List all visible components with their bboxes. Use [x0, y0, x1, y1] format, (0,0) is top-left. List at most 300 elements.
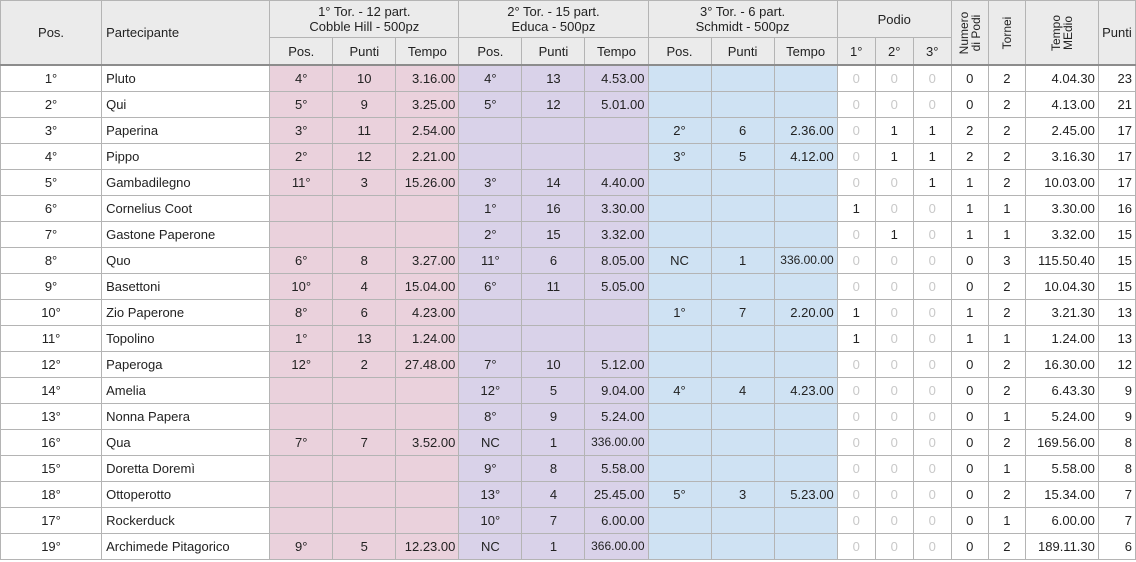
cell-t2-punti: [522, 300, 585, 326]
header-torneo-1-line2: Cobble Hill - 500pz: [309, 19, 420, 34]
cell-podio-1: 0: [837, 378, 875, 404]
cell-t2-tempo: 6.00.00: [585, 508, 648, 534]
cell-podio-2: 0: [875, 482, 913, 508]
cell-t2-pos: 6°: [459, 274, 522, 300]
cell-t3-punti: 7: [711, 300, 774, 326]
table-row: [1, 326, 1136, 352]
header-tempo-medio-line2: MEdio: [1060, 15, 1075, 50]
cell-podio-1: 0: [837, 118, 875, 144]
cell-t2-pos: 13°: [459, 482, 522, 508]
cell-podio-1: 0: [837, 508, 875, 534]
header-torneo-2-line1: 2° Tor. - 15 part.: [507, 4, 600, 19]
cell-t3-tempo: 336.00.00: [774, 248, 837, 274]
header-torneo-3: [648, 1, 837, 38]
table-row: [1, 65, 1136, 92]
cell-tempo-medio: 10.03.00: [1025, 170, 1098, 196]
cell-numero-podi: 1: [951, 222, 988, 248]
cell-punti: 8: [1098, 456, 1135, 482]
cell-tempo-medio: 5.24.00: [1025, 404, 1098, 430]
cell-t2-punti: 16: [522, 196, 585, 222]
cell-tempo-medio: 2.45.00: [1025, 118, 1098, 144]
header-torneo-3-line1: 3° Tor. - 6 part.: [700, 4, 786, 19]
cell-podio-3: 0: [913, 65, 951, 92]
cell-t1-tempo: 4.23.00: [396, 300, 459, 326]
cell-numero-podi: 0: [951, 482, 988, 508]
cell-partecipante: Nonna Papera: [102, 404, 270, 430]
cell-t2-tempo: 336.00.00: [585, 430, 648, 456]
cell-t3-punti: [711, 456, 774, 482]
cell-partecipante: Cornelius Coot: [102, 196, 270, 222]
cell-t2-tempo: 8.05.00: [585, 248, 648, 274]
cell-t1-tempo: 12.23.00: [396, 534, 459, 560]
cell-numero-podi: 0: [951, 430, 988, 456]
cell-pos: 9°: [1, 274, 102, 300]
cell-t3-tempo: [774, 456, 837, 482]
header-pos: Pos.: [1, 1, 102, 66]
header-podio-1: 1°: [837, 38, 875, 66]
cell-partecipante: Ottoperotto: [102, 482, 270, 508]
header-torneo-2: [459, 1, 648, 38]
header-torneo-1-line1: 1° Tor. - 12 part.: [318, 4, 411, 19]
cell-podio-1: 0: [837, 482, 875, 508]
cell-t2-punti: 11: [522, 274, 585, 300]
cell-numero-podi: 0: [951, 534, 988, 560]
cell-partecipante: Topolino: [102, 326, 270, 352]
cell-tempo-medio: 3.16.30: [1025, 144, 1098, 170]
cell-t1-punti: 7: [333, 430, 396, 456]
cell-numero-podi: 0: [951, 456, 988, 482]
table-row: [1, 300, 1136, 326]
cell-t2-pos: NC: [459, 534, 522, 560]
cell-t2-punti: 15: [522, 222, 585, 248]
cell-podio-3: 1: [913, 118, 951, 144]
cell-t3-punti: [711, 508, 774, 534]
cell-podio-3: 0: [913, 274, 951, 300]
cell-tempo-medio: 169.56.00: [1025, 430, 1098, 456]
cell-t3-punti: [711, 274, 774, 300]
cell-punti: 13: [1098, 300, 1135, 326]
cell-numero-podi: 2: [951, 144, 988, 170]
cell-pos: 10°: [1, 300, 102, 326]
cell-t2-pos: 11°: [459, 248, 522, 274]
cell-t2-pos: [459, 118, 522, 144]
header-t2-pos: Pos.: [459, 38, 522, 66]
cell-podio-1: 1: [837, 196, 875, 222]
table-row: [1, 92, 1136, 118]
cell-numero-podi: 2: [951, 118, 988, 144]
header-torneo-1: [270, 1, 459, 38]
cell-t3-pos: [648, 222, 711, 248]
cell-partecipante: Archimede Pitagorico: [102, 534, 270, 560]
cell-t1-pos: 11°: [270, 170, 333, 196]
table-row: [1, 170, 1136, 196]
table-row: [1, 378, 1136, 404]
cell-t2-pos: 7°: [459, 352, 522, 378]
cell-t2-tempo: 3.32.00: [585, 222, 648, 248]
cell-partecipante: Gastone Paperone: [102, 222, 270, 248]
cell-t3-tempo: [774, 222, 837, 248]
cell-t2-tempo: 4.53.00: [585, 65, 648, 92]
cell-tornei: 2: [988, 378, 1025, 404]
cell-partecipante: Basettoni: [102, 274, 270, 300]
cell-t3-punti: [711, 196, 774, 222]
cell-podio-3: 0: [913, 508, 951, 534]
cell-t2-tempo: [585, 144, 648, 170]
cell-t2-tempo: 25.45.00: [585, 482, 648, 508]
cell-t1-tempo: 27.48.00: [396, 352, 459, 378]
cell-pos: 8°: [1, 248, 102, 274]
cell-t1-punti: [333, 482, 396, 508]
cell-t2-pos: 10°: [459, 508, 522, 534]
header-podio: Podio: [837, 1, 951, 38]
cell-pos: 12°: [1, 352, 102, 378]
ranking-rows: [1, 65, 1136, 560]
cell-t3-pos: 1°: [648, 300, 711, 326]
cell-podio-3: 0: [913, 92, 951, 118]
header-numero-podi: [951, 1, 988, 66]
cell-t2-pos: [459, 144, 522, 170]
header-tornei-label: Tornei: [999, 16, 1014, 49]
cell-t1-punti: 5: [333, 534, 396, 560]
cell-t3-pos: [648, 456, 711, 482]
cell-t1-tempo: [396, 196, 459, 222]
cell-tornei: 1: [988, 326, 1025, 352]
cell-podio-2: 0: [875, 274, 913, 300]
cell-t1-pos: [270, 222, 333, 248]
cell-punti: 7: [1098, 482, 1135, 508]
cell-podio-1: 0: [837, 92, 875, 118]
cell-podio-3: 0: [913, 222, 951, 248]
cell-t3-tempo: [774, 274, 837, 300]
table-row: [1, 430, 1136, 456]
header-t2-tempo: Tempo: [585, 38, 648, 66]
cell-podio-1: 0: [837, 222, 875, 248]
cell-t3-pos: [648, 274, 711, 300]
cell-numero-podi: 0: [951, 274, 988, 300]
cell-partecipante: Gambadilegno: [102, 170, 270, 196]
cell-t2-tempo: [585, 118, 648, 144]
cell-t3-tempo: [774, 92, 837, 118]
cell-t3-pos: [648, 534, 711, 560]
cell-pos: 13°: [1, 404, 102, 430]
cell-tempo-medio: 3.32.00: [1025, 222, 1098, 248]
cell-t2-punti: 7: [522, 508, 585, 534]
header-numero-podi-line1: Numero: [956, 11, 971, 54]
cell-t1-tempo: [396, 482, 459, 508]
cell-t3-punti: [711, 352, 774, 378]
cell-partecipante: Quo: [102, 248, 270, 274]
cell-t2-pos: 4°: [459, 65, 522, 92]
cell-t2-tempo: 3.30.00: [585, 196, 648, 222]
cell-t2-pos: 2°: [459, 222, 522, 248]
cell-t2-pos: 12°: [459, 378, 522, 404]
cell-t2-pos: NC: [459, 430, 522, 456]
cell-t3-tempo: [774, 170, 837, 196]
cell-punti: 15: [1098, 248, 1135, 274]
cell-t1-punti: 9: [333, 92, 396, 118]
cell-t3-tempo: 5.23.00: [774, 482, 837, 508]
cell-podio-3: 0: [913, 326, 951, 352]
cell-numero-podi: 1: [951, 300, 988, 326]
cell-t3-pos: 4°: [648, 378, 711, 404]
cell-podio-2: 0: [875, 65, 913, 92]
cell-t2-tempo: [585, 326, 648, 352]
cell-partecipante: Qui: [102, 92, 270, 118]
cell-pos: 18°: [1, 482, 102, 508]
cell-podio-2: 0: [875, 352, 913, 378]
cell-tornei: 1: [988, 196, 1025, 222]
cell-t3-punti: [711, 92, 774, 118]
header-tempo-medio: [1025, 1, 1098, 66]
cell-t3-tempo: 2.20.00: [774, 300, 837, 326]
cell-podio-2: 0: [875, 300, 913, 326]
cell-punti: 9: [1098, 404, 1135, 430]
cell-t1-pos: [270, 404, 333, 430]
cell-t2-pos: 5°: [459, 92, 522, 118]
cell-pos: 4°: [1, 144, 102, 170]
cell-tornei: 2: [988, 118, 1025, 144]
cell-punti: 6: [1098, 534, 1135, 560]
cell-t3-punti: [711, 170, 774, 196]
cell-tornei: 1: [988, 508, 1025, 534]
cell-podio-1: 0: [837, 65, 875, 92]
table-row: [1, 196, 1136, 222]
cell-pos: 1°: [1, 65, 102, 92]
cell-podio-3: 0: [913, 196, 951, 222]
header-torneo-2-line2: Educa - 500pz: [511, 19, 596, 34]
cell-numero-podi: 0: [951, 92, 988, 118]
cell-t2-pos: 8°: [459, 404, 522, 430]
cell-podio-3: 1: [913, 170, 951, 196]
cell-t3-punti: [711, 534, 774, 560]
cell-punti: 17: [1098, 144, 1135, 170]
cell-t1-pos: 12°: [270, 352, 333, 378]
cell-tempo-medio: 15.34.00: [1025, 482, 1098, 508]
cell-t2-punti: [522, 144, 585, 170]
cell-t2-tempo: 5.24.00: [585, 404, 648, 430]
cell-tempo-medio: 10.04.30: [1025, 274, 1098, 300]
cell-podio-3: 0: [913, 430, 951, 456]
cell-partecipante: Rockerduck: [102, 508, 270, 534]
table-row: [1, 248, 1136, 274]
cell-t3-pos: [648, 430, 711, 456]
cell-t3-punti: [711, 222, 774, 248]
cell-tempo-medio: 4.04.30: [1025, 65, 1098, 92]
cell-tempo-medio: 3.21.30: [1025, 300, 1098, 326]
cell-tornei: 3: [988, 248, 1025, 274]
cell-t3-tempo: [774, 404, 837, 430]
cell-t3-tempo: [774, 352, 837, 378]
cell-t2-pos: 9°: [459, 456, 522, 482]
cell-t3-punti: [711, 326, 774, 352]
cell-partecipante: Qua: [102, 430, 270, 456]
cell-podio-2: 1: [875, 222, 913, 248]
table-row: [1, 222, 1136, 248]
cell-t1-tempo: 3.16.00: [396, 65, 459, 92]
cell-t1-punti: 2: [333, 352, 396, 378]
cell-t1-pos: [270, 378, 333, 404]
cell-punti: 23: [1098, 65, 1135, 92]
cell-t1-punti: 4: [333, 274, 396, 300]
cell-tornei: 2: [988, 300, 1025, 326]
table-row: [1, 274, 1136, 300]
cell-t2-pos: 3°: [459, 170, 522, 196]
cell-numero-podi: 0: [951, 65, 988, 92]
cell-t1-tempo: [396, 404, 459, 430]
cell-podio-2: 0: [875, 378, 913, 404]
cell-t1-punti: 6: [333, 300, 396, 326]
cell-t1-tempo: [396, 456, 459, 482]
cell-tempo-medio: 16.30.00: [1025, 352, 1098, 378]
cell-t2-punti: 13: [522, 65, 585, 92]
cell-podio-3: 0: [913, 352, 951, 378]
cell-t1-punti: [333, 508, 396, 534]
cell-podio-1: 0: [837, 170, 875, 196]
cell-podio-2: 0: [875, 404, 913, 430]
cell-t3-pos: [648, 170, 711, 196]
cell-tempo-medio: 115.50.40: [1025, 248, 1098, 274]
cell-t1-punti: 10: [333, 65, 396, 92]
header-podio-3: 3°: [913, 38, 951, 66]
cell-t3-tempo: [774, 65, 837, 92]
cell-t1-pos: [270, 482, 333, 508]
cell-t2-punti: 10: [522, 352, 585, 378]
cell-punti: 13: [1098, 326, 1135, 352]
cell-t1-tempo: 2.54.00: [396, 118, 459, 144]
cell-podio-2: 0: [875, 248, 913, 274]
cell-t2-punti: 9: [522, 404, 585, 430]
cell-pos: 16°: [1, 430, 102, 456]
cell-numero-podi: 0: [951, 378, 988, 404]
cell-t1-pos: 8°: [270, 300, 333, 326]
cell-podio-3: 0: [913, 404, 951, 430]
cell-punti: 12: [1098, 352, 1135, 378]
cell-podio-2: 0: [875, 430, 913, 456]
cell-t1-tempo: 3.25.00: [396, 92, 459, 118]
table-row: [1, 144, 1136, 170]
cell-partecipante: Doretta Doremì: [102, 456, 270, 482]
cell-t2-tempo: 366.00.00: [585, 534, 648, 560]
cell-t2-punti: 12: [522, 92, 585, 118]
cell-numero-podi: 1: [951, 326, 988, 352]
cell-t3-pos: [648, 404, 711, 430]
cell-pos: 5°: [1, 170, 102, 196]
cell-t2-punti: 1: [522, 534, 585, 560]
cell-t2-punti: 8: [522, 456, 585, 482]
cell-podio-3: 1: [913, 144, 951, 170]
cell-t3-tempo: [774, 430, 837, 456]
cell-pos: 11°: [1, 326, 102, 352]
cell-t2-tempo: 4.40.00: [585, 170, 648, 196]
cell-podio-1: 1: [837, 300, 875, 326]
header-t3-punti: Punti: [711, 38, 774, 66]
cell-podio-1: 0: [837, 248, 875, 274]
cell-punti: 16: [1098, 196, 1135, 222]
cell-t2-punti: 4: [522, 482, 585, 508]
cell-pos: 2°: [1, 92, 102, 118]
cell-t3-pos: [648, 196, 711, 222]
cell-t2-pos: [459, 300, 522, 326]
cell-tornei: 2: [988, 430, 1025, 456]
cell-t1-tempo: [396, 378, 459, 404]
cell-t3-tempo: 2.36.00: [774, 118, 837, 144]
cell-podio-1: 1: [837, 326, 875, 352]
table-row: [1, 482, 1136, 508]
cell-podio-2: 0: [875, 170, 913, 196]
cell-tornei: 2: [988, 352, 1025, 378]
cell-punti: 17: [1098, 170, 1135, 196]
cell-punti: 8: [1098, 430, 1135, 456]
table-row: [1, 534, 1136, 560]
cell-t1-punti: [333, 456, 396, 482]
header-t1-pos: Pos.: [270, 38, 333, 66]
cell-t1-pos: 10°: [270, 274, 333, 300]
cell-tornei: 2: [988, 170, 1025, 196]
cell-t3-pos: [648, 352, 711, 378]
cell-t1-punti: 3: [333, 170, 396, 196]
cell-pos: 7°: [1, 222, 102, 248]
cell-t1-punti: 12: [333, 144, 396, 170]
cell-t1-punti: [333, 196, 396, 222]
header-tornei: [988, 1, 1025, 66]
cell-t2-tempo: 9.04.00: [585, 378, 648, 404]
cell-punti: 17: [1098, 118, 1135, 144]
header-t1-tempo: Tempo: [396, 38, 459, 66]
cell-tempo-medio: 1.24.00: [1025, 326, 1098, 352]
cell-tornei: 2: [988, 534, 1025, 560]
cell-t3-punti: [711, 404, 774, 430]
cell-t1-pos: [270, 456, 333, 482]
cell-t1-pos: 1°: [270, 326, 333, 352]
cell-t3-pos: [648, 508, 711, 534]
cell-t3-pos: NC: [648, 248, 711, 274]
cell-podio-1: 0: [837, 534, 875, 560]
cell-t3-pos: [648, 92, 711, 118]
cell-t3-pos: 5°: [648, 482, 711, 508]
cell-tornei: 1: [988, 222, 1025, 248]
cell-t2-tempo: 5.01.00: [585, 92, 648, 118]
cell-t1-pos: 6°: [270, 248, 333, 274]
cell-t2-tempo: 5.05.00: [585, 274, 648, 300]
cell-t1-punti: 13: [333, 326, 396, 352]
header-numero-podi-line2: di Podi: [968, 14, 983, 51]
cell-podio-1: 0: [837, 404, 875, 430]
header-torneo-3-line2: Schmidt - 500pz: [695, 19, 790, 34]
cell-t1-tempo: 3.52.00: [396, 430, 459, 456]
cell-t1-punti: [333, 404, 396, 430]
cell-t2-punti: 5: [522, 378, 585, 404]
table-row: [1, 118, 1136, 144]
table-row: [1, 508, 1136, 534]
cell-t2-punti: 1: [522, 430, 585, 456]
cell-t1-tempo: 1.24.00: [396, 326, 459, 352]
cell-t1-punti: [333, 222, 396, 248]
cell-t3-punti: [711, 430, 774, 456]
cell-t1-pos: 4°: [270, 65, 333, 92]
cell-t3-punti: 6: [711, 118, 774, 144]
cell-podio-2: 1: [875, 118, 913, 144]
cell-pos: 3°: [1, 118, 102, 144]
cell-t2-tempo: 5.12.00: [585, 352, 648, 378]
cell-tornei: 2: [988, 482, 1025, 508]
cell-t3-punti: 3: [711, 482, 774, 508]
cell-tempo-medio: 6.00.00: [1025, 508, 1098, 534]
cell-pos: 14°: [1, 378, 102, 404]
cell-t1-tempo: 3.27.00: [396, 248, 459, 274]
cell-podio-1: 0: [837, 144, 875, 170]
cell-t2-punti: 14: [522, 170, 585, 196]
cell-partecipante: Amelia: [102, 378, 270, 404]
